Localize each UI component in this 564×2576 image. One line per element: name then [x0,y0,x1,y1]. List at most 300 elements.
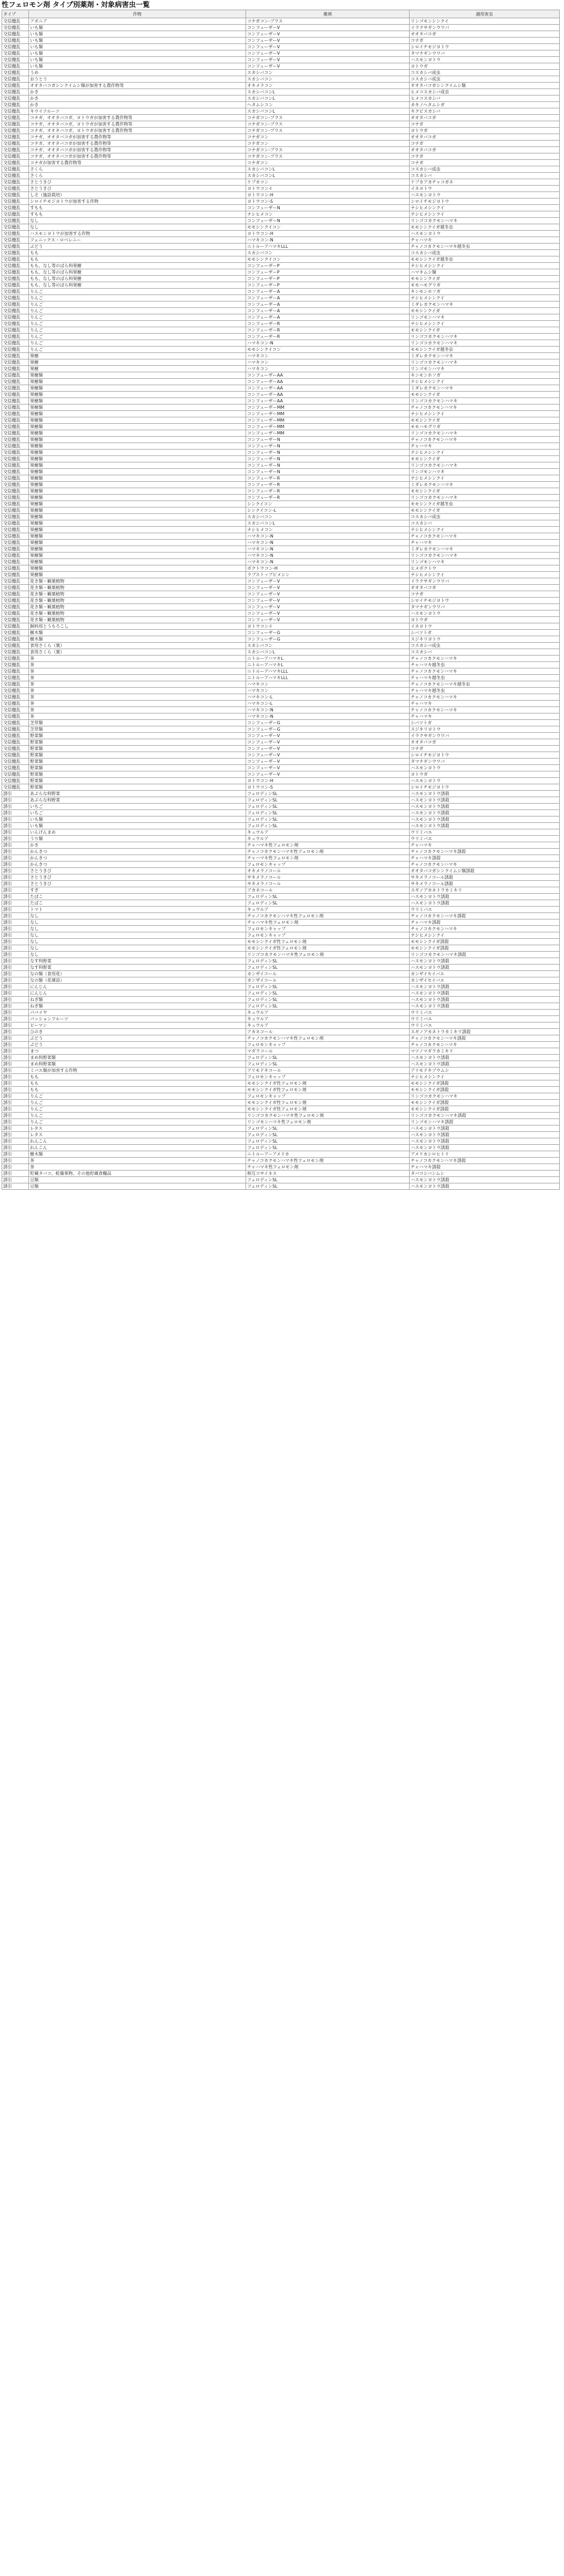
cell-agent: スカシバコン [246,250,410,256]
cell-type: 交信攪乱 [2,289,29,295]
cell-agent: コンフューザーA [246,295,410,301]
cell-type: 誘引 [2,900,29,907]
cell-agent: ハマキコン [246,359,410,366]
table-row [2,520,560,527]
table-row [2,347,560,353]
cell-agent: サキメラノコール [246,874,410,881]
cell-target-pest: ミダレカクモンハマキ [410,385,560,392]
cell-type: 誘引 [2,1183,29,1190]
table-row [2,192,560,198]
cell-type: 交信攪乱 [2,565,29,572]
cell-target-pest: オオタバコガシンクイムシ類 [410,83,560,89]
cell-crop: 果樹類 [29,527,246,533]
cell-agent: コナガコン [246,134,410,141]
table-row [2,1035,560,1042]
cell-type: 交信攪乱 [2,417,29,424]
table-row [2,63,560,70]
table-row [2,894,560,900]
cell-target-pest: モモシンクイガ越冬虫 [410,347,560,353]
cell-target-pest: モモシンクイガ [410,327,560,334]
cell-type: 交信攪乱 [2,707,29,713]
cell-type: 誘引 [2,1048,29,1055]
cell-type: 交信攪乱 [2,656,29,662]
cell-crop: 花き類・観葉植物 [29,617,246,623]
cell-crop: トマト [29,907,246,913]
table-row [2,713,560,720]
table-row [2,372,560,379]
cell-crop: 豆類 [29,1177,246,1183]
cell-crop: ピーマン [29,1022,246,1029]
cell-target-pest: チャハマキ [410,540,560,546]
table-row [2,128,560,134]
table-row [2,57,560,63]
table-row [2,977,560,984]
cell-target-pest: チャハマキ [410,701,560,707]
cell-type: 交信攪乱 [2,643,29,649]
table-row [2,952,560,958]
cell-target-pest: コスカシバ成虫 [410,70,560,76]
cell-type: 誘引 [2,1093,29,1100]
cell-type: 誘引 [2,829,29,836]
cell-target-pest: ハスモンヨトウ誘殺 [410,965,560,971]
cell-type: 誘引 [2,887,29,894]
cell-target-pest: リンゴコカクモンハマキ [410,462,560,469]
cell-crop: れんこん [29,1145,246,1151]
table-row [2,720,560,726]
cell-crop: 果樹類 [29,385,246,392]
cell-type: 交信攪乱 [2,282,29,289]
cell-target-pest: チャノコカクモンハマキ [410,533,560,540]
table-row [2,1125,560,1132]
cell-agent: ニトルーアーアメリカ [246,1151,410,1158]
cell-agent: コンフューザーN [246,437,410,443]
table-row [2,945,560,952]
cell-crop: なし [29,224,246,231]
cell-agent: ヨトウコン-H [246,778,410,784]
cell-crop: 花き類・観葉植物 [29,610,246,617]
cell-type: 誘引 [2,1119,29,1125]
cell-agent: コンフューザーV [246,759,410,765]
cell-crop: なす科野菜 [29,965,246,971]
cell-crop: 野菜類 [29,765,246,771]
table-row [2,282,560,289]
cell-target-pest: ウリミバエ [410,829,560,836]
cell-agent: コンフューザーV [246,63,410,70]
cell-crop: りんご [29,321,246,327]
table-row [2,237,560,244]
table-row [2,778,560,784]
cell-agent: コンフューザーG [246,630,410,636]
table-row [2,694,560,701]
cell-agent: コンフューザーV [246,610,410,617]
cell-target-pest: ミダレカクモンハマキ [410,546,560,553]
cell-agent: コンフューザーG [246,726,410,733]
cell-crop: 果樹類 [29,520,246,527]
cell-agent: ハマキコン-L [246,701,410,707]
cell-type: 交信攪乱 [2,533,29,540]
cell-type: 誘引 [2,810,29,816]
cell-crop: いも類 [29,823,246,829]
cell-target-pest: ハスモンヨトウ誘殺 [410,1177,560,1183]
table-row [2,160,560,166]
cell-target-pest: オオタバコガ [410,739,560,746]
cell-target-pest: チャハマキ [410,713,560,720]
cell-type: 交信攪乱 [2,675,29,681]
cell-crop: いも類 [29,25,246,31]
cell-agent: フェロディンSL [246,804,410,810]
cell-target-pest: スジキリヨトウ [410,726,560,733]
table-body [2,18,560,1190]
cell-type: 交信攪乱 [2,359,29,366]
cell-type: 交信攪乱 [2,411,29,417]
cell-target-pest: コナガ [410,153,560,160]
cell-agent: スカシバコンL [246,649,410,656]
cell-target-pest: ウリミバエ [410,1016,560,1022]
cell-target-pest: ナシヒメシンクイ [410,527,560,533]
cell-agent: フェロディンSL [246,1125,410,1132]
cell-crop: コナガが加害する農作物等 [29,160,246,166]
cell-type: 交信攪乱 [2,308,29,314]
cell-type: 誘引 [2,1055,29,1061]
cell-crop: 樹木類 [29,636,246,643]
table-row [2,533,560,540]
cell-crop: いも類 [29,816,246,823]
table-row [2,623,560,630]
cell-crop: 食用さくら（葉） [29,643,246,649]
cell-type: 交信攪乱 [2,462,29,469]
cell-target-pest: リンゴコカクモンハマキ [410,398,560,404]
cell-type: 交信攪乱 [2,610,29,617]
cell-crop: もも、なし等のばら科果樹 [29,269,246,276]
cell-agent: フェロディンSL [246,997,410,1003]
cell-target-pest: ハスモンヨトウ誘殺 [410,1061,560,1068]
cell-target-pest: モモシンクイガ誘殺 [410,1080,560,1087]
table-row [2,1183,560,1190]
cell-agent: チャハマキ性フェロモン剤 [246,855,410,862]
table-row [2,392,560,398]
cell-crop: 芝草類 [29,726,246,733]
cell-target-pest: チャノコカクモンハマキ [410,1042,560,1048]
cell-type: 誘引 [2,1177,29,1183]
cell-crop: 茶 [29,1164,246,1171]
cell-type: 交信攪乱 [2,205,29,211]
cell-type: 交信攪乱 [2,392,29,398]
table-row [2,1119,560,1125]
cell-target-pest: ミダレカクモンハマキ [410,301,560,308]
cell-target-pest: モモシンクイガ誘殺 [410,939,560,945]
cell-target-pest: イラクサギンウワバ [410,733,560,739]
cell-agent: フェロディンSL [246,816,410,823]
cell-type: 誘引 [2,926,29,932]
cell-target-pest: ナシヒメシンクイ [410,1074,560,1080]
cell-target-pest: マツノマダラカミキリ [410,1048,560,1055]
cell-crop: オオタバコガシンクイムシ類が加害する農作物等 [29,83,246,89]
cell-agent: ボクトウコン-H [246,565,410,572]
cell-type: 交信攪乱 [2,141,29,147]
cell-agent: ラブストップピメシン [246,572,410,578]
cell-crop: かんきつ [29,849,246,855]
cell-crop: 茶 [29,688,246,694]
cell-target-pest: リンゴモンハマキ [410,314,560,321]
cell-type: 誘引 [2,919,29,926]
cell-type: 交信攪乱 [2,121,29,128]
cell-type: 交信攪乱 [2,398,29,404]
cell-crop: いも類 [29,57,246,63]
cell-type: 交信攪乱 [2,746,29,752]
cell-crop: 茶 [29,681,246,688]
cell-agent: フェロモンキャップ [246,1074,410,1080]
cell-crop: レタス [29,1132,246,1138]
cell-agent: ハマキコン [246,681,410,688]
cell-type: 交信攪乱 [2,198,29,205]
cell-target-pest: ナシヒメシンクイ [410,321,560,327]
cell-agent: チャノコカクモンハマキ性フェロモン剤 [246,849,410,855]
cell-type: 交信攪乱 [2,540,29,546]
table-row [2,83,560,89]
table-row [2,437,560,443]
cell-target-pest: モモハモグリガ [410,282,560,289]
cell-target-pest: モモシンクイガ [410,507,560,514]
table-row [2,849,560,855]
table-row [2,250,560,256]
cell-target-pest: チャノコカクモンハマキ [410,926,560,932]
cell-agent: コンフューザーN [246,462,410,469]
cell-type: 誘引 [2,952,29,958]
cell-type: 交信攪乱 [2,591,29,598]
cell-crop: いも類 [29,31,246,38]
cell-crop: たばこ [29,900,246,907]
cell-type: 交信攪乱 [2,372,29,379]
table-row [2,681,560,688]
cell-target-pest: ウリミバエ [410,1022,560,1029]
cell-target-pest: ナシヒメシンクイ [410,205,560,211]
cell-agent: コンフューザーN [246,443,410,450]
cell-crop: すぎ [29,887,246,894]
cell-target-pest: ヨトウガ [410,617,560,623]
cell-type: 誘引 [2,1061,29,1068]
cell-target-pest: ハスモンヨトウ誘殺 [410,1055,560,1061]
table-row [2,314,560,321]
table-row [2,289,560,295]
table-row [2,565,560,572]
table-row [2,913,560,919]
cell-type: 誘引 [2,1068,29,1074]
cell-type: 誘引 [2,1042,29,1048]
cell-type: 交信攪乱 [2,173,29,179]
table-row [2,1151,560,1158]
table-row [2,733,560,739]
cell-target-pest: リンゴコカクモンハマキ [410,334,560,340]
cell-target-pest: チャノコカクモンハマキ [410,862,560,868]
cell-target-pest: アメリカシロヒトリ [410,1151,560,1158]
cell-target-pest: リンゴコカクモンハマキ [410,430,560,437]
cell-agent: フェロディンSL [246,958,410,965]
cell-agent: ニトルーアハマキLLL [246,668,410,675]
cell-type: 誘引 [2,1035,29,1042]
cell-type: 交信攪乱 [2,70,29,76]
cell-crop: 茶 [29,656,246,662]
cell-crop: なす科野菜 [29,958,246,965]
cell-type: 交信攪乱 [2,765,29,771]
cell-target-pest: チャノコカクモンハマキ越冬虫 [410,681,560,688]
table-row [2,1003,560,1010]
cell-agent: コンフューザーN [246,450,410,456]
table-row [2,424,560,430]
cell-target-pest: コスカシバ [410,520,560,527]
cell-crop: 果樹 [29,353,246,359]
cell-target-pest: カキノヘタムシガ [410,102,560,108]
cell-crop: 樹木類 [29,1151,246,1158]
cell-target-pest: リンゴコカクモンハマキ [410,1093,560,1100]
cell-target-pest: シロイチモジヨトウ [410,784,560,791]
cell-target-pest: ケブカアカチャコガネ [410,179,560,186]
cell-agent: コンフューザーV [246,604,410,610]
cell-type: 交信攪乱 [2,186,29,192]
cell-type: 交信攪乱 [2,44,29,50]
cell-type: 交信攪乱 [2,507,29,514]
table-row [2,823,560,829]
cell-target-pest: コナガ [410,746,560,752]
cell-target-pest: リンゴモンハマキ [410,559,560,565]
table-row [2,443,560,450]
cell-agent: スカシバコンL [246,89,410,95]
cell-type: 交信攪乱 [2,553,29,559]
cell-type: 交信攪乱 [2,83,29,89]
cell-crop: ぶどう [29,244,246,250]
cell-type: 交信攪乱 [2,76,29,83]
cell-crop: 果樹類 [29,559,246,565]
cell-crop: いちご [29,810,246,816]
table-row [2,540,560,546]
cell-crop: りんご [29,289,246,295]
cell-type: 交信攪乱 [2,527,29,533]
cell-agent: フェロディンSL [246,1138,410,1145]
cell-type: 交信攪乱 [2,295,29,301]
cell-target-pest: イネヨトウ [410,623,560,630]
cell-target-pest: ナシヒメシンクイ [410,411,560,417]
cell-crop: いちご [29,804,246,810]
cell-agent: ハマキコン [246,688,410,694]
table-row [2,771,560,778]
cell-crop: 茶 [29,668,246,675]
table-row [2,643,560,649]
cell-target-pest: コスカシバ [410,649,560,656]
cell-crop: 果樹類 [29,417,246,424]
table-row [2,95,560,102]
cell-agent: コンフューザーN [246,469,410,475]
cell-type: 誘引 [2,990,29,997]
cell-type: 誘引 [2,1125,29,1132]
cell-type: 交信攪乱 [2,128,29,134]
cell-target-pest: ミダレカクモンハマキ [410,353,560,359]
cell-agent: コンフューザーA [246,314,410,321]
cell-type: 誘引 [2,1138,29,1145]
cell-agent: コナガコン-プラス [246,128,410,134]
cell-type: 誘引 [2,874,29,881]
table-row [2,784,560,791]
cell-target-pest: チャノコカクモンハマキ [410,668,560,675]
cell-agent: フェロディンSL [246,1145,410,1151]
cell-target-pest: ハスモンヨトウ誘殺 [410,894,560,900]
table-row [2,984,560,990]
cell-type: 交信攪乱 [2,224,29,231]
table-row [2,76,560,83]
cell-crop: なし [29,913,246,919]
cell-agent: コンフューザーMM [246,411,410,417]
cell-type: 交信攪乱 [2,276,29,282]
cell-agent: ハマキコン-N [246,340,410,347]
cell-type: 交信攪乱 [2,726,29,733]
cell-crop: 果樹類 [29,565,246,572]
cell-target-pest: キンモンホソガ [410,372,560,379]
table-row [2,971,560,977]
cell-agent: ナシヒメコン [246,527,410,533]
table-row [2,926,560,932]
cell-type: 誘引 [2,1164,29,1171]
table-row [2,366,560,372]
cell-type: 交信攪乱 [2,668,29,675]
cell-agent: コンフューザーA [246,289,410,295]
cell-agent: コンフューザーV [246,617,410,623]
cell-type: 誘引 [2,1106,29,1113]
table-row [2,932,560,939]
cell-crop: あぶらな科野菜 [29,791,246,797]
cell-crop: 果樹類 [29,501,246,507]
cell-type: 誘引 [2,965,29,971]
cell-target-pest: リンゴモンハマキ [410,366,560,372]
cell-target-pest: オオタバコガ [410,585,560,591]
table-row [2,604,560,610]
cell-target-pest: ハスモンヨトウ [410,192,560,198]
cell-agent: アリモドキコール [246,1068,410,1074]
table-row [2,404,560,411]
cell-type: 交信攪乱 [2,630,29,636]
table-row [2,1164,560,1171]
cell-crop: 茶 [29,662,246,668]
cell-agent: ハマキコン-N [246,559,410,565]
cell-crop: 果樹類 [29,443,246,450]
table-row [2,205,560,211]
cell-crop: りんご [29,1113,246,1119]
cell-agent: ナシヒメコン [246,211,410,218]
cell-target-pest: ミダレカクモンハマキ [410,482,560,488]
cell-crop: なし [29,919,246,926]
table-row [2,572,560,578]
cell-type: 誘引 [2,971,29,977]
cell-type: 交信攪乱 [2,713,29,720]
cell-target-pest: モモシンクイガ [410,276,560,282]
table-row [2,1016,560,1022]
table-row [2,475,560,482]
cell-crop: 果樹類 [29,398,246,404]
cell-type: 交信攪乱 [2,720,29,726]
cell-type: 交信攪乱 [2,256,29,263]
cell-agent: コンフューザーAA [246,379,410,385]
cell-type: 交信攪乱 [2,38,29,44]
cell-crop: 野菜類 [29,739,246,746]
table-row [2,688,560,694]
cell-crop: 食用さくら（葉） [29,649,246,656]
cell-agent: キュウルア [246,907,410,913]
cell-crop: 果樹類 [29,424,246,430]
cell-type: 誘引 [2,894,29,900]
table-row [2,874,560,881]
cell-crop: りんご [29,1093,246,1100]
cell-target-pest: サキメラノコール誘殺 [410,881,560,887]
cell-type: 誘引 [2,842,29,849]
cell-crop: りんご [29,301,246,308]
cell-target-pest: ハスモンヨトウ誘殺 [410,804,560,810]
